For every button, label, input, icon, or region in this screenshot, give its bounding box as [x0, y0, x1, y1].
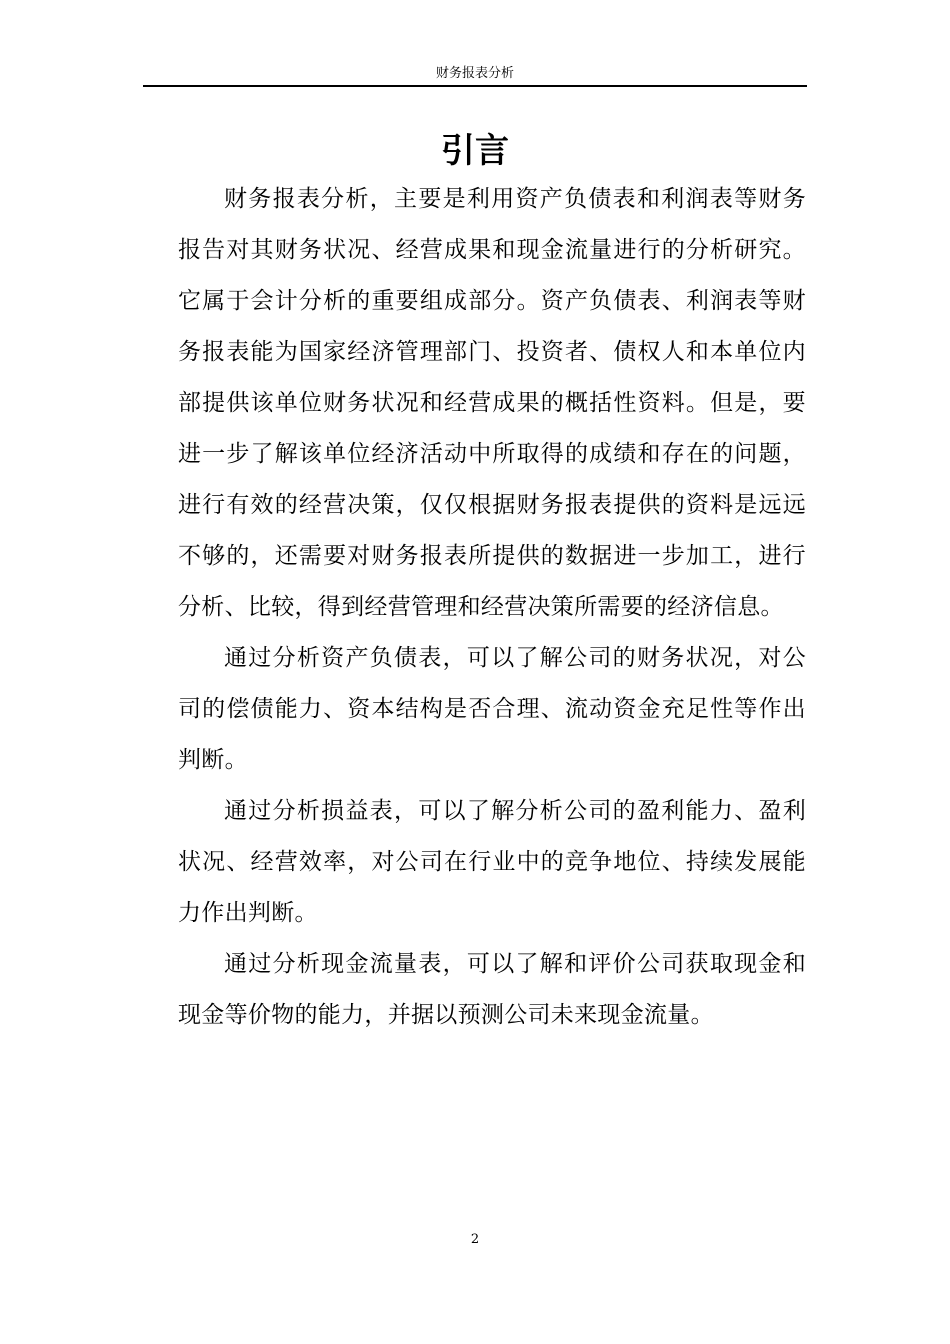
header-divider [143, 85, 807, 87]
running-header: 财务报表分析 [435, 66, 514, 81]
paragraph-balance-sheet: 通过分析资产负债表，可以了解公司的财务状况，对公司的偿债能力、资本结构是否合理、流动资金充足性等作出判断。 [178, 645, 806, 773]
body-text [178, 174, 806, 1041]
page-title: 引言 [441, 131, 509, 171]
paragraph-cash-flow: 通过分析现金流量表，可以了解和评价公司获取现金和现金等价物的能力，并据以预测公司未来现金流量。 [178, 951, 806, 1028]
paragraph-intro: 财务报表分析，主要是利用资产负债表和利润表等财务报告对其财务状况、经营成果和现金流量进行的分析研究。它属于会计分析的重要组成部分。资产负债表、利润表等财务报表能为国家经济管理部门、投资者、债权人和本单位内部提供该单位财务状况和经营成果的概括性资料。但是，要进一步了解该单位经济活动中所取得的成绩和存在的问题，进行有效的经营决策，仅仅根据财务报表提供的资料是远远不够的，还需要对财务报表所提供的数据进一步加工，进行分析、比较，得到经营管理和经营决策所需要的经济信息。 [178, 186, 806, 620]
page-number: 2 [470, 1232, 480, 1247]
paragraph-income-statement: 通过分析损益表，可以了解分析公司的盈利能力、盈利状况、经营效率，对公司在行业中的竞争地位、持续发展能力作出判断。 [178, 798, 806, 926]
